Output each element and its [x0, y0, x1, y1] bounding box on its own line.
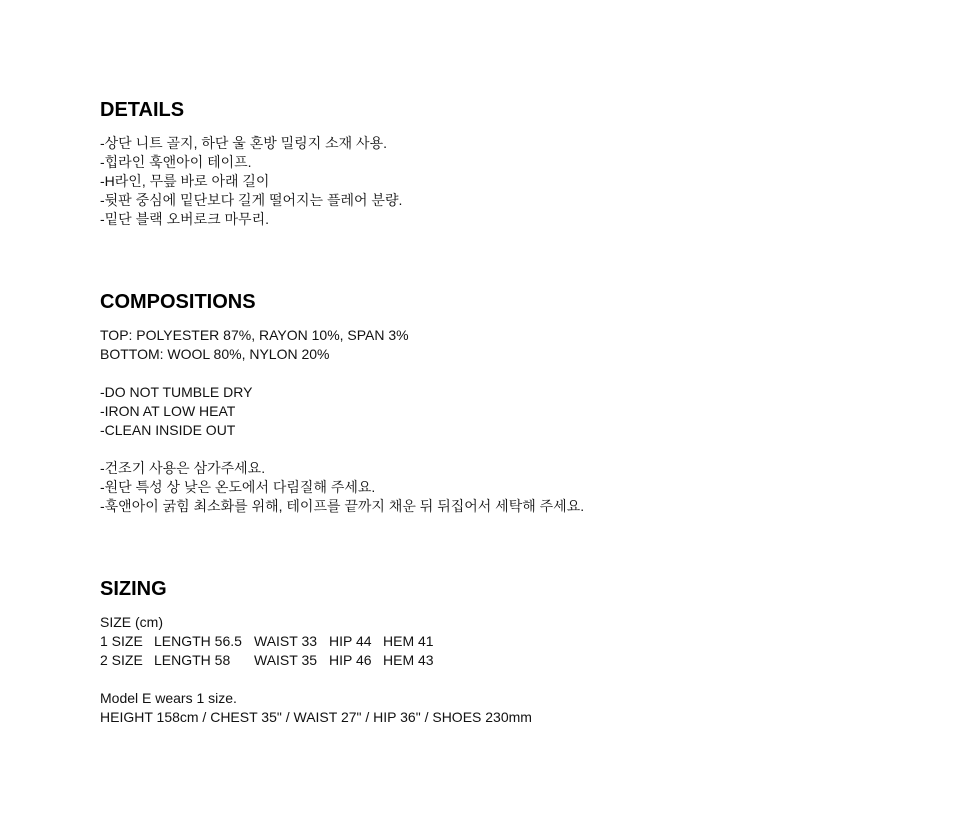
care-line-en: -IRON AT LOW HEAT	[100, 403, 236, 419]
care-line-en: -CLEAN INSIDE OUT	[100, 422, 236, 438]
compositions-section	[100, 290, 920, 516]
details-line: -뒷판 중심에 밑단보다 길게 떨어지는 플레어 분량.	[100, 192, 403, 208]
hip-cell: HIP 44	[329, 633, 372, 649]
care-line-ko: -원단 특성 상 낮은 온도에서 다림질해 주세요.	[100, 479, 376, 495]
material-line: BOTTOM: WOOL 80%, NYLON 20%	[100, 346, 330, 362]
size-cell: 2 SIZE	[100, 652, 143, 668]
waist-cell: WAIST 35	[254, 652, 318, 668]
spacer	[100, 440, 920, 459]
compositions-heading: COMPOSITIONS	[100, 291, 256, 313]
details-list	[100, 134, 920, 229]
care-line-ko: -건조기 사용은 삼가주세요.	[100, 460, 266, 476]
spacer	[100, 670, 920, 689]
hem-cell: HEM 43	[383, 652, 434, 668]
size-row	[100, 651, 920, 670]
details-line: -H라인, 무릎 바로 아래 길이	[100, 173, 270, 189]
size-cell: 1 SIZE	[100, 633, 143, 649]
model-measurements: HEIGHT 158cm / CHEST 35" / WAIST 27" / HIP 36" / SHOES 230mm	[100, 709, 532, 725]
size-unit-label: SIZE (cm)	[100, 614, 163, 630]
hip-cell: HIP 46	[329, 652, 372, 668]
length-cell: LENGTH 56.5	[154, 633, 242, 649]
details-section	[100, 98, 920, 229]
details-line: -상단 니트 골지, 하단 울 혼방 밀링지 소재 사용.	[100, 135, 387, 151]
spacer	[100, 364, 920, 383]
model-note: Model E wears 1 size.	[100, 690, 237, 706]
waist-cell: WAIST 33	[254, 633, 318, 649]
sizing-section	[100, 577, 920, 727]
care-line-ko: -훅앤아이 굵힘 최소화를 위해, 테이프를 끝까지 채운 뒤 뒤집어서 세탁해 주세요.	[100, 498, 585, 514]
sizing-list	[100, 613, 920, 727]
size-row	[100, 632, 920, 651]
material-line: TOP: POLYESTER 87%, RAYON 10%, SPAN 3%	[100, 327, 409, 343]
care-line-en: -DO NOT TUMBLE DRY	[100, 384, 253, 400]
sizing-heading: SIZING	[100, 578, 167, 600]
details-heading: DETAILS	[100, 99, 185, 121]
length-cell: LENGTH 58	[154, 652, 231, 668]
details-line: -힙라인 훅앤아이 테이프.	[100, 154, 252, 170]
hem-cell: HEM 41	[383, 633, 434, 649]
compositions-list	[100, 326, 920, 516]
details-line: -밑단 블랙 오버로크 마무리.	[100, 211, 269, 227]
